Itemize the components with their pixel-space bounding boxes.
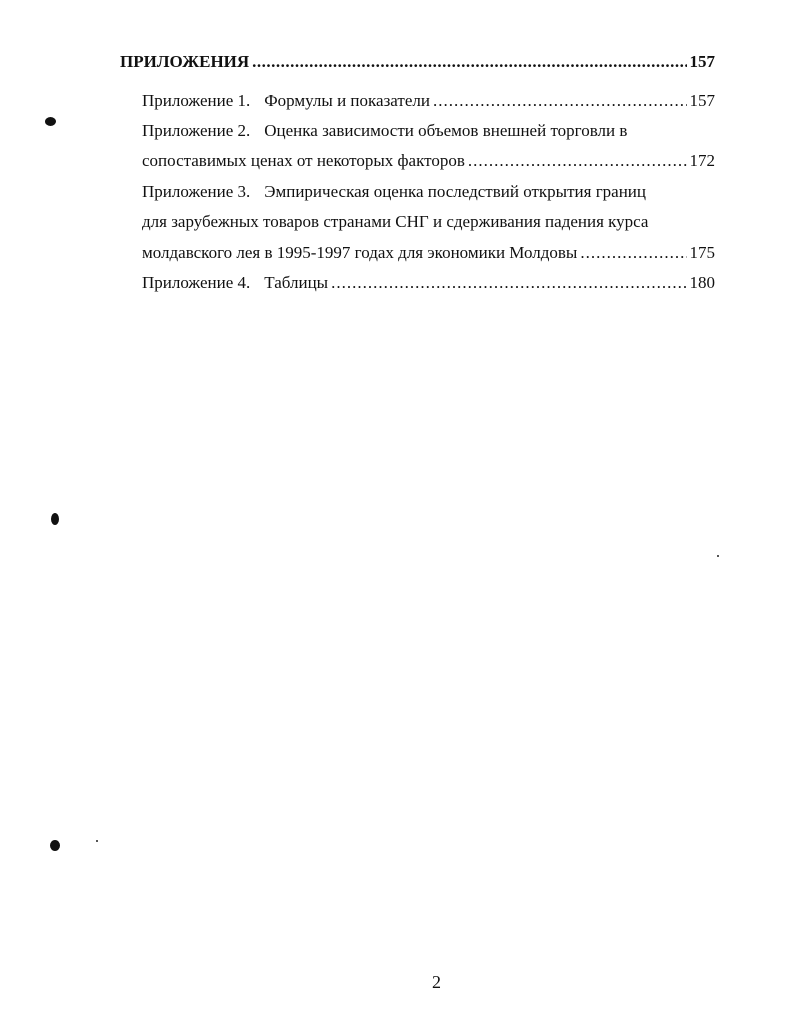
- toc-entry-4: [142, 273, 715, 293]
- entry-title: Формулы и показатели: [264, 91, 430, 110]
- scan-hole-mark: [51, 513, 59, 525]
- scan-speck: [717, 555, 719, 557]
- entry-title: Таблицы: [264, 273, 329, 292]
- toc-heading-title: ПРИЛОЖЕНИЯ: [120, 52, 250, 71]
- entry-page: 172: [689, 151, 715, 170]
- toc-entry-3: [142, 243, 715, 263]
- entry-title: Эмпирическая оценка последствий открытия границ: [264, 182, 647, 201]
- entry-number: Приложение 3.: [142, 182, 251, 201]
- toc-heading-page: 157: [689, 52, 715, 71]
- entry-page: 175: [689, 243, 715, 262]
- entry-number: Приложение 1.: [142, 91, 251, 110]
- entry-title-continued: для зарубежных товаров странами СНГ и сдерживания падения курса: [142, 212, 649, 231]
- dot-leader: [331, 273, 686, 293]
- toc-heading: [120, 52, 715, 72]
- dot-leader: [580, 243, 686, 263]
- entry-title-continued: сопоставимых ценах от некоторых факторов: [142, 151, 465, 170]
- entry-page: 157: [689, 91, 715, 110]
- entry-page: 180: [689, 273, 715, 292]
- toc-entry-3-line-1: [142, 182, 646, 202]
- scan-speck: [96, 840, 98, 842]
- dot-leader: [468, 151, 687, 171]
- scan-hole-mark: [45, 117, 56, 126]
- dot-leader: [433, 91, 687, 111]
- dot-leader: [252, 52, 686, 72]
- entry-title-continued: молдавского лея в 1995-1997 годах для экономики Молдовы: [142, 243, 578, 262]
- toc-entry-2-line-1: [142, 121, 627, 141]
- entry-title: Оценка зависимости объемов внешней торговли в: [264, 121, 628, 140]
- entry-number: Приложение 4.: [142, 273, 251, 292]
- toc-entry-3-line-2: [142, 212, 648, 232]
- scan-hole-mark: [50, 840, 60, 851]
- toc-entry-1: [142, 91, 715, 111]
- entry-number: Приложение 2.: [142, 121, 251, 140]
- page-number: 2: [432, 972, 441, 992]
- toc-entry-2: [142, 151, 715, 171]
